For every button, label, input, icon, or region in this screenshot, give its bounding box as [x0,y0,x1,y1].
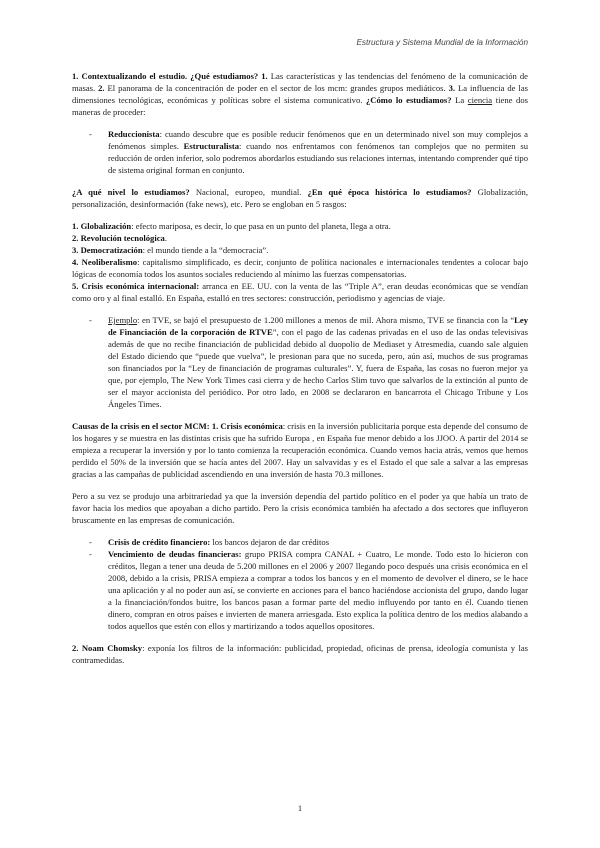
text: : cuando nos enfrentamos con fenómenos tan complejos que no permiten su reducción de orden inferior, solo podremos abordarlos estudiando sus relaciones internas, intentando comprender qué tipo de sistema original forman en conjunto. [108,141,528,175]
bold-text: Crisis de crédito financiero: [108,537,211,547]
underlined-text: Ejemplo [108,315,138,325]
bold-text: 2. Revolución tecnológica [72,233,165,243]
document-body [72,70,528,676]
page-number: 1 [297,803,303,813]
bold-text: 1. Globalización [72,221,132,231]
bold-text: 3. Democratización [72,245,143,255]
bold-text: Causas de la crisis en el sector MCM: 1. Crisis económica [72,421,283,431]
bold-text: 1. Contextualizando el estudio. ¿Qué estudiamos? 1. [72,71,268,81]
list-item [108,536,528,548]
bold-text: 4. Neoliberalismo [72,257,138,267]
text: Las características y las tendencias del fenómeno de la comunicación de masas. [72,71,528,93]
text: ”, con el pago de las cadenas privadas en el uso de las ondas televisivas además de que no recibe financiación de publicidad debido al duopolio de Mediaset y Atresmedia, cuando sale alguien del Estado diciendo que “puede que vuelva”, le presionan para que no suceda, pero, aún así, muchos de sus programas son financiados por la “Ley de financiación de programas culturales”. Y, fuera de España, las cosas no fueron mejor ya que, por ejemplo, The New York Times casi cierra y de hecho Carlos Slim tuvo que salvarlos de la extinción al punto de ser el mayor accionista del periódico. Por otro lado, en 2008 se declararon en bancarrota el Chicago Tribune y Los Ángeles Times. [108,327,528,409]
paragraph-rasgos [72,220,528,304]
text: : cuando descubre que es posible reducir fenómenos que en un determinado nivel son muy complejos a fenómenos simples. [108,129,528,151]
list-sectors [72,536,528,632]
text: La [451,95,468,105]
text: La influencia de las dimensiones tecnológicas, económicas y políticas sobre el sistema comunicativo. [72,83,528,105]
text: tiene dos maneras de proceder: [72,95,528,117]
paragraph-nivel [72,186,528,210]
bold-text: Estructuralista [183,141,240,151]
text: El panorama de la concentración de poder en el sector de los mcm: grandes grupos mediáticos. [104,83,449,93]
text: arranca en EE. UU. con la venta de las “Triple A”, eran deudas económicas que se vendían como oro y al final estalló. En España, estalló en tres sectores: construcción, periodismo y agencias de viaje. [72,281,529,303]
bold-text: ¿A qué nivel lo estudiamos? [72,187,190,197]
text: : crisis en la inversión publicitaria porque esta depende del consumo de los hogares y se muestra en las distintas crisis que ha sufrido Europa , en España fue menor debido a los JJOO. A partir del 2014 se empieza a recuperar la inversión y por lo tanto comienza la recuperación económica. Cuando vemos hacia atrás, vemos que hemos perdido el 50% de la inversión que se hacía antes del 2007. Hay un salvavidas y es el Estado el que sale a salvar a las empresas gracias a las campañas de publicidad ascendiendo en una inversión de hasta 70.3 millones. [72,421,528,479]
list-example [72,314,528,410]
bold-text: Vencimiento de deudas financieras: [108,549,242,559]
text: : exponía los filtros de la información: publicidad, propiedad, oficinas de prensa, ideología comunista y las contramedidas. [72,643,528,665]
paragraph-arbitrariedad: Pero a su vez se produjo una arbitrariedad ya que la inversión dependía del partido político en el poder ya que había un trato de favor hacia los medios que apoyaban a dicho partido. Pero la crisis económica también ha afectado a dos sectores que influyeron bruscamente en las empresas de comunicación. [72,491,528,525]
text: Globalización, personalización, desinformación (fake news), etc. Pero se engloban en 5 rasgos: [72,187,528,209]
text: : en TVE, se bajó el presupuesto de 1.200 millones a menos de mil. Ahora mismo, TVE se financia con la “ [137,315,515,325]
paragraph-chomsky [72,642,528,666]
bold-text: 3. [448,83,456,93]
list-item [108,548,528,632]
bold-text: ¿Cómo lo estudiamos? [366,95,452,105]
text: grupo PRISA compra CANAL + Cuatro, Le monde. Todo esto lo hicieron con créditos, llegan a tener una deuda de 5.200 millones en el 2006 y 2007 llegando poco después una crisis económica en el 2008, debido a la crisis, PRISA empieza a comprar a todos los bancos y en el momento de devolver el dinero, se le hace una aplicación y al no poder aun así, se convierte en acciones para el banco haciéndose accionista del grupo, dando lugar a la financiación/fondos buitre, los bancos pasan a formar parte del medio influyendo por tanto en él. Cuando tienen dinero, compran en otros países e invierten de manera arriesgada. Esto explica la política dentro de los medios alabando a todos aquellos que estén con ellos y martirizando a todos aquellos opositores. [108,549,529,631]
bold-text: 2. [98,83,105,93]
paragraph-causas [72,420,528,480]
list-item [108,314,528,410]
text: Nacional, europeo, mundial. [189,187,308,197]
paragraph-contextualizando [72,70,528,118]
text: : el mundo tiende a la “democracia”. [142,245,269,255]
running-header: Estructura y Sistema Mundial de la Información [356,38,528,47]
text: . [164,233,168,243]
bold-text: 2. Noam Chomsky [72,643,143,653]
list-methods [72,128,528,176]
bold-text: 5. Crisis económica internacional: [72,281,200,291]
bold-text: ¿En qué época histórica lo estudiamos? [307,187,472,197]
list-item [108,128,528,176]
text: : efecto mariposa, es decir, lo que pasa en un punto del planeta, llega a otra. [131,221,391,231]
text: : capitalismo simplificado, es decir, conjunto de política nacionales e internacionales tendentes a colocar bajo lógicas de economía todos los asuntos sociales reduciendo al mínimo las fuerzas compensatorias. [72,257,529,279]
text: los bancos dejaron de dar créditos [210,537,330,547]
bold-text: Reduccionista [108,129,160,139]
bold-text: Ley de Financiación de la corporación de RTVE [108,315,528,337]
underlined-text: ciencia [467,95,493,105]
